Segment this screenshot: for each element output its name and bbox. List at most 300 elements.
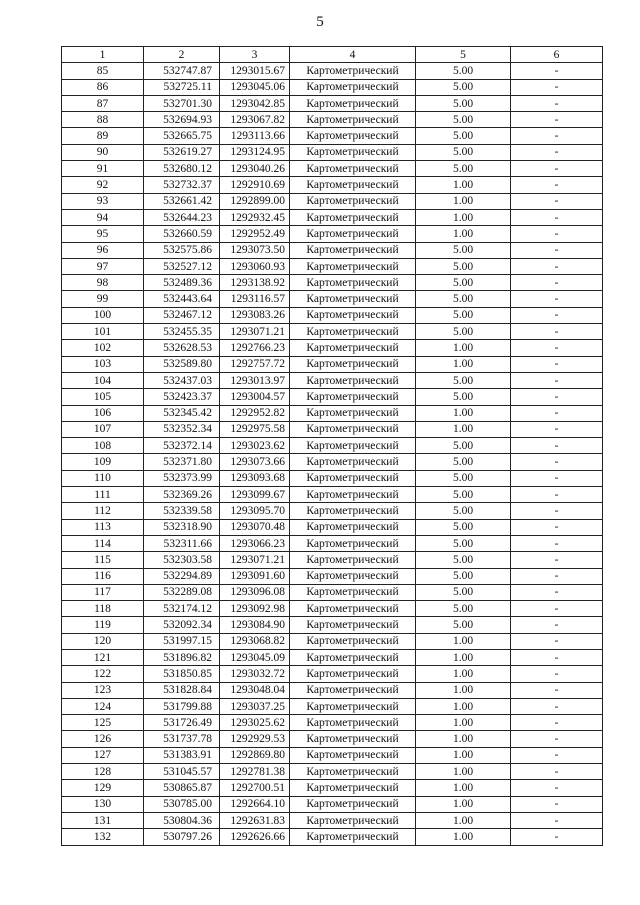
table-row bbox=[62, 747, 603, 763]
method-cell: Картометрический bbox=[290, 601, 416, 617]
point-number-cell: 91 bbox=[62, 161, 144, 177]
table-row bbox=[62, 356, 603, 372]
description-cell: - bbox=[511, 666, 603, 682]
description-cell: - bbox=[511, 112, 603, 128]
accuracy-cell: 5.00 bbox=[416, 454, 511, 470]
column-header-5: 5 bbox=[416, 47, 511, 63]
description-cell: - bbox=[511, 242, 603, 258]
method-cell: Картометрический bbox=[290, 95, 416, 111]
description-cell: - bbox=[511, 226, 603, 242]
table-row bbox=[62, 226, 603, 242]
method-cell: Картометрический bbox=[290, 829, 416, 845]
point-number-cell: 131 bbox=[62, 812, 144, 828]
y-coordinate-cell: 1293067.82 bbox=[220, 112, 290, 128]
point-number-cell: 92 bbox=[62, 177, 144, 193]
y-coordinate-cell: 1292869.80 bbox=[220, 747, 290, 763]
y-coordinate-cell: 1293096.08 bbox=[220, 584, 290, 600]
y-coordinate-cell: 1293084.90 bbox=[220, 617, 290, 633]
x-coordinate-cell: 531737.78 bbox=[144, 731, 220, 747]
point-number-cell: 124 bbox=[62, 698, 144, 714]
accuracy-cell: 5.00 bbox=[416, 307, 511, 323]
description-cell: - bbox=[511, 324, 603, 340]
description-cell: - bbox=[511, 356, 603, 372]
column-header-6: 6 bbox=[511, 47, 603, 63]
x-coordinate-cell: 532489.36 bbox=[144, 275, 220, 291]
description-cell: - bbox=[511, 731, 603, 747]
description-cell: - bbox=[511, 812, 603, 828]
table-row bbox=[62, 291, 603, 307]
description-cell: - bbox=[511, 161, 603, 177]
table-body bbox=[62, 63, 603, 845]
x-coordinate-cell: 532289.08 bbox=[144, 584, 220, 600]
y-coordinate-cell: 1293037.25 bbox=[220, 698, 290, 714]
description-cell: - bbox=[511, 421, 603, 437]
description-cell: - bbox=[511, 682, 603, 698]
method-cell: Картометрический bbox=[290, 470, 416, 486]
description-cell: - bbox=[511, 503, 603, 519]
y-coordinate-cell: 1293032.72 bbox=[220, 666, 290, 682]
table-row bbox=[62, 649, 603, 665]
x-coordinate-cell: 532628.53 bbox=[144, 340, 220, 356]
method-cell: Картометрический bbox=[290, 584, 416, 600]
x-coordinate-cell: 532311.66 bbox=[144, 535, 220, 551]
method-cell: Картометрический bbox=[290, 275, 416, 291]
point-number-cell: 117 bbox=[62, 584, 144, 600]
method-cell: Картометрический bbox=[290, 535, 416, 551]
x-coordinate-cell: 532527.12 bbox=[144, 258, 220, 274]
accuracy-cell: 1.00 bbox=[416, 356, 511, 372]
description-cell: - bbox=[511, 340, 603, 356]
method-cell: Картометрический bbox=[290, 356, 416, 372]
description-cell: - bbox=[511, 601, 603, 617]
x-coordinate-cell: 532680.12 bbox=[144, 161, 220, 177]
x-coordinate-cell: 530865.87 bbox=[144, 780, 220, 796]
x-coordinate-cell: 532665.75 bbox=[144, 128, 220, 144]
table-row bbox=[62, 112, 603, 128]
accuracy-cell: 5.00 bbox=[416, 291, 511, 307]
table-row bbox=[62, 666, 603, 682]
method-cell: Картометрический bbox=[290, 487, 416, 503]
point-number-cell: 96 bbox=[62, 242, 144, 258]
method-cell: Картометрический bbox=[290, 340, 416, 356]
accuracy-cell: 5.00 bbox=[416, 438, 511, 454]
y-coordinate-cell: 1293093.68 bbox=[220, 470, 290, 486]
table-row bbox=[62, 307, 603, 323]
description-cell: - bbox=[511, 193, 603, 209]
description-cell: - bbox=[511, 796, 603, 812]
description-cell: - bbox=[511, 258, 603, 274]
description-cell: - bbox=[511, 291, 603, 307]
table-row bbox=[62, 193, 603, 209]
method-cell: Картометрический bbox=[290, 552, 416, 568]
description-cell: - bbox=[511, 470, 603, 486]
column-header-2: 2 bbox=[144, 47, 220, 63]
table-row bbox=[62, 242, 603, 258]
accuracy-cell: 1.00 bbox=[416, 633, 511, 649]
table-row bbox=[62, 617, 603, 633]
point-number-cell: 109 bbox=[62, 454, 144, 470]
table-row bbox=[62, 487, 603, 503]
point-number-cell: 125 bbox=[62, 715, 144, 731]
description-cell: - bbox=[511, 438, 603, 454]
description-cell: - bbox=[511, 454, 603, 470]
point-number-cell: 104 bbox=[62, 372, 144, 388]
table-row bbox=[62, 128, 603, 144]
method-cell: Картометрический bbox=[290, 209, 416, 225]
y-coordinate-cell: 1293071.21 bbox=[220, 324, 290, 340]
y-coordinate-cell: 1293004.57 bbox=[220, 389, 290, 405]
point-number-cell: 110 bbox=[62, 470, 144, 486]
x-coordinate-cell: 532369.26 bbox=[144, 487, 220, 503]
accuracy-cell: 1.00 bbox=[416, 796, 511, 812]
description-cell: - bbox=[511, 63, 603, 79]
table-row bbox=[62, 519, 603, 535]
accuracy-cell: 5.00 bbox=[416, 519, 511, 535]
table-row bbox=[62, 275, 603, 291]
table-row bbox=[62, 470, 603, 486]
column-header-1: 1 bbox=[62, 47, 144, 63]
y-coordinate-cell: 1293040.26 bbox=[220, 161, 290, 177]
method-cell: Картометрический bbox=[290, 258, 416, 274]
y-coordinate-cell: 1293071.21 bbox=[220, 552, 290, 568]
accuracy-cell: 5.00 bbox=[416, 470, 511, 486]
point-number-cell: 105 bbox=[62, 389, 144, 405]
accuracy-cell: 1.00 bbox=[416, 193, 511, 209]
accuracy-cell: 1.00 bbox=[416, 747, 511, 763]
accuracy-cell: 1.00 bbox=[416, 731, 511, 747]
coordinates-table bbox=[61, 46, 603, 846]
x-coordinate-cell: 532303.58 bbox=[144, 552, 220, 568]
x-coordinate-cell: 532644.23 bbox=[144, 209, 220, 225]
point-number-cell: 120 bbox=[62, 633, 144, 649]
point-number-cell: 95 bbox=[62, 226, 144, 242]
x-coordinate-cell: 531799.88 bbox=[144, 698, 220, 714]
accuracy-cell: 5.00 bbox=[416, 112, 511, 128]
y-coordinate-cell: 1293070.48 bbox=[220, 519, 290, 535]
method-cell: Картометрический bbox=[290, 405, 416, 421]
accuracy-cell: 1.00 bbox=[416, 177, 511, 193]
x-coordinate-cell: 532174.12 bbox=[144, 601, 220, 617]
y-coordinate-cell: 1293095.70 bbox=[220, 503, 290, 519]
method-cell: Картометрический bbox=[290, 161, 416, 177]
x-coordinate-cell: 532732.37 bbox=[144, 177, 220, 193]
x-coordinate-cell: 532661.42 bbox=[144, 193, 220, 209]
point-number-cell: 108 bbox=[62, 438, 144, 454]
point-number-cell: 99 bbox=[62, 291, 144, 307]
method-cell: Картометрический bbox=[290, 503, 416, 519]
y-coordinate-cell: 1292631.83 bbox=[220, 812, 290, 828]
accuracy-cell: 1.00 bbox=[416, 829, 511, 845]
method-cell: Картометрический bbox=[290, 747, 416, 763]
description-cell: - bbox=[511, 698, 603, 714]
accuracy-cell: 1.00 bbox=[416, 698, 511, 714]
method-cell: Картометрический bbox=[290, 307, 416, 323]
table-row bbox=[62, 584, 603, 600]
description-cell: - bbox=[511, 389, 603, 405]
point-number-cell: 85 bbox=[62, 63, 144, 79]
x-coordinate-cell: 532339.58 bbox=[144, 503, 220, 519]
x-coordinate-cell: 530797.26 bbox=[144, 829, 220, 845]
y-coordinate-cell: 1292952.82 bbox=[220, 405, 290, 421]
y-coordinate-cell: 1292952.49 bbox=[220, 226, 290, 242]
description-cell: - bbox=[511, 487, 603, 503]
accuracy-cell: 1.00 bbox=[416, 666, 511, 682]
table-row bbox=[62, 780, 603, 796]
x-coordinate-cell: 531997.15 bbox=[144, 633, 220, 649]
description-cell: - bbox=[511, 519, 603, 535]
table-row bbox=[62, 372, 603, 388]
y-coordinate-cell: 1292975.58 bbox=[220, 421, 290, 437]
method-cell: Картометрический bbox=[290, 698, 416, 714]
accuracy-cell: 5.00 bbox=[416, 144, 511, 160]
table-row bbox=[62, 715, 603, 731]
table-row bbox=[62, 389, 603, 405]
x-coordinate-cell: 532467.12 bbox=[144, 307, 220, 323]
y-coordinate-cell: 1293042.85 bbox=[220, 95, 290, 111]
x-coordinate-cell: 532575.86 bbox=[144, 242, 220, 258]
accuracy-cell: 5.00 bbox=[416, 535, 511, 551]
table-row bbox=[62, 812, 603, 828]
point-number-cell: 97 bbox=[62, 258, 144, 274]
accuracy-cell: 1.00 bbox=[416, 340, 511, 356]
y-coordinate-cell: 1293045.06 bbox=[220, 79, 290, 95]
table-header bbox=[62, 47, 603, 63]
y-coordinate-cell: 1293138.92 bbox=[220, 275, 290, 291]
accuracy-cell: 5.00 bbox=[416, 487, 511, 503]
table-row bbox=[62, 454, 603, 470]
table-row bbox=[62, 503, 603, 519]
accuracy-cell: 5.00 bbox=[416, 63, 511, 79]
x-coordinate-cell: 532660.59 bbox=[144, 226, 220, 242]
y-coordinate-cell: 1293048.04 bbox=[220, 682, 290, 698]
description-cell: - bbox=[511, 568, 603, 584]
table-row bbox=[62, 421, 603, 437]
accuracy-cell: 1.00 bbox=[416, 209, 511, 225]
point-number-cell: 127 bbox=[62, 747, 144, 763]
y-coordinate-cell: 1293092.98 bbox=[220, 601, 290, 617]
accuracy-cell: 5.00 bbox=[416, 503, 511, 519]
description-cell: - bbox=[511, 649, 603, 665]
point-number-cell: 106 bbox=[62, 405, 144, 421]
accuracy-cell: 5.00 bbox=[416, 275, 511, 291]
accuracy-cell: 5.00 bbox=[416, 324, 511, 340]
description-cell: - bbox=[511, 764, 603, 780]
point-number-cell: 130 bbox=[62, 796, 144, 812]
accuracy-cell: 5.00 bbox=[416, 95, 511, 111]
point-number-cell: 94 bbox=[62, 209, 144, 225]
description-cell: - bbox=[511, 307, 603, 323]
accuracy-cell: 5.00 bbox=[416, 617, 511, 633]
x-coordinate-cell: 532372.14 bbox=[144, 438, 220, 454]
description-cell: - bbox=[511, 829, 603, 845]
accuracy-cell: 5.00 bbox=[416, 258, 511, 274]
description-cell: - bbox=[511, 715, 603, 731]
method-cell: Картометрический bbox=[290, 144, 416, 160]
y-coordinate-cell: 1293060.93 bbox=[220, 258, 290, 274]
accuracy-cell: 1.00 bbox=[416, 812, 511, 828]
y-coordinate-cell: 1293015.67 bbox=[220, 63, 290, 79]
header-row bbox=[62, 47, 603, 63]
point-number-cell: 101 bbox=[62, 324, 144, 340]
y-coordinate-cell: 1293068.82 bbox=[220, 633, 290, 649]
y-coordinate-cell: 1293025.62 bbox=[220, 715, 290, 731]
description-cell: - bbox=[511, 584, 603, 600]
point-number-cell: 122 bbox=[62, 666, 144, 682]
accuracy-cell: 5.00 bbox=[416, 389, 511, 405]
method-cell: Картометрический bbox=[290, 324, 416, 340]
accuracy-cell: 5.00 bbox=[416, 242, 511, 258]
point-number-cell: 129 bbox=[62, 780, 144, 796]
point-number-cell: 100 bbox=[62, 307, 144, 323]
table-row bbox=[62, 682, 603, 698]
y-coordinate-cell: 1293099.67 bbox=[220, 487, 290, 503]
y-coordinate-cell: 1293083.26 bbox=[220, 307, 290, 323]
x-coordinate-cell: 531828.84 bbox=[144, 682, 220, 698]
y-coordinate-cell: 1293013.97 bbox=[220, 372, 290, 388]
point-number-cell: 123 bbox=[62, 682, 144, 698]
table-row bbox=[62, 161, 603, 177]
point-number-cell: 102 bbox=[62, 340, 144, 356]
y-coordinate-cell: 1293116.57 bbox=[220, 291, 290, 307]
table-row bbox=[62, 324, 603, 340]
method-cell: Картометрический bbox=[290, 715, 416, 731]
method-cell: Картометрический bbox=[290, 193, 416, 209]
table-row bbox=[62, 340, 603, 356]
y-coordinate-cell: 1293073.50 bbox=[220, 242, 290, 258]
point-number-cell: 103 bbox=[62, 356, 144, 372]
y-coordinate-cell: 1293073.66 bbox=[220, 454, 290, 470]
method-cell: Картометрический bbox=[290, 177, 416, 193]
y-coordinate-cell: 1293045.09 bbox=[220, 649, 290, 665]
x-coordinate-cell: 530804.36 bbox=[144, 812, 220, 828]
accuracy-cell: 5.00 bbox=[416, 128, 511, 144]
point-number-cell: 113 bbox=[62, 519, 144, 535]
table-row bbox=[62, 568, 603, 584]
method-cell: Картометрический bbox=[290, 438, 416, 454]
accuracy-cell: 5.00 bbox=[416, 79, 511, 95]
point-number-cell: 86 bbox=[62, 79, 144, 95]
point-number-cell: 116 bbox=[62, 568, 144, 584]
description-cell: - bbox=[511, 209, 603, 225]
table-row bbox=[62, 95, 603, 111]
x-coordinate-cell: 532589.80 bbox=[144, 356, 220, 372]
point-number-cell: 132 bbox=[62, 829, 144, 845]
table-row bbox=[62, 258, 603, 274]
method-cell: Картометрический bbox=[290, 780, 416, 796]
x-coordinate-cell: 532373.99 bbox=[144, 470, 220, 486]
point-number-cell: 93 bbox=[62, 193, 144, 209]
table-row bbox=[62, 552, 603, 568]
accuracy-cell: 5.00 bbox=[416, 584, 511, 600]
point-number-cell: 118 bbox=[62, 601, 144, 617]
x-coordinate-cell: 530785.00 bbox=[144, 796, 220, 812]
x-coordinate-cell: 532747.87 bbox=[144, 63, 220, 79]
x-coordinate-cell: 532092.34 bbox=[144, 617, 220, 633]
table-row bbox=[62, 633, 603, 649]
point-number-cell: 112 bbox=[62, 503, 144, 519]
x-coordinate-cell: 531045.57 bbox=[144, 764, 220, 780]
method-cell: Картометрический bbox=[290, 568, 416, 584]
method-cell: Картометрический bbox=[290, 421, 416, 437]
description-cell: - bbox=[511, 617, 603, 633]
point-number-cell: 115 bbox=[62, 552, 144, 568]
description-cell: - bbox=[511, 144, 603, 160]
table-row bbox=[62, 438, 603, 454]
y-coordinate-cell: 1293124.95 bbox=[220, 144, 290, 160]
method-cell: Картометрический bbox=[290, 633, 416, 649]
table-row bbox=[62, 405, 603, 421]
method-cell: Картометрический bbox=[290, 79, 416, 95]
x-coordinate-cell: 531383.91 bbox=[144, 747, 220, 763]
y-coordinate-cell: 1292932.45 bbox=[220, 209, 290, 225]
x-coordinate-cell: 532443.64 bbox=[144, 291, 220, 307]
description-cell: - bbox=[511, 633, 603, 649]
point-number-cell: 107 bbox=[62, 421, 144, 437]
x-coordinate-cell: 532725.11 bbox=[144, 79, 220, 95]
method-cell: Картометрический bbox=[290, 63, 416, 79]
column-header-3: 3 bbox=[220, 47, 290, 63]
point-number-cell: 87 bbox=[62, 95, 144, 111]
accuracy-cell: 1.00 bbox=[416, 405, 511, 421]
accuracy-cell: 1.00 bbox=[416, 649, 511, 665]
x-coordinate-cell: 532352.34 bbox=[144, 421, 220, 437]
x-coordinate-cell: 532619.27 bbox=[144, 144, 220, 160]
table-row bbox=[62, 829, 603, 845]
y-coordinate-cell: 1292626.66 bbox=[220, 829, 290, 845]
description-cell: - bbox=[511, 747, 603, 763]
description-cell: - bbox=[511, 405, 603, 421]
accuracy-cell: 1.00 bbox=[416, 715, 511, 731]
method-cell: Картометрический bbox=[290, 291, 416, 307]
column-header-4: 4 bbox=[290, 47, 416, 63]
x-coordinate-cell: 532437.03 bbox=[144, 372, 220, 388]
y-coordinate-cell: 1292757.72 bbox=[220, 356, 290, 372]
method-cell: Картометрический bbox=[290, 666, 416, 682]
y-coordinate-cell: 1292664.10 bbox=[220, 796, 290, 812]
table-row bbox=[62, 63, 603, 79]
method-cell: Картометрический bbox=[290, 731, 416, 747]
x-coordinate-cell: 531726.49 bbox=[144, 715, 220, 731]
description-cell: - bbox=[511, 780, 603, 796]
description-cell: - bbox=[511, 372, 603, 388]
method-cell: Картометрический bbox=[290, 812, 416, 828]
x-coordinate-cell: 531896.82 bbox=[144, 649, 220, 665]
page-number: 5 bbox=[316, 14, 324, 30]
point-number-cell: 121 bbox=[62, 649, 144, 665]
table-row bbox=[62, 698, 603, 714]
table-row bbox=[62, 79, 603, 95]
point-number-cell: 90 bbox=[62, 144, 144, 160]
method-cell: Картометрический bbox=[290, 796, 416, 812]
method-cell: Картометрический bbox=[290, 242, 416, 258]
method-cell: Картометрический bbox=[290, 112, 416, 128]
y-coordinate-cell: 1292899.00 bbox=[220, 193, 290, 209]
point-number-cell: 88 bbox=[62, 112, 144, 128]
point-number-cell: 126 bbox=[62, 731, 144, 747]
accuracy-cell: 1.00 bbox=[416, 421, 511, 437]
method-cell: Картометрический bbox=[290, 617, 416, 633]
description-cell: - bbox=[511, 95, 603, 111]
accuracy-cell: 1.00 bbox=[416, 682, 511, 698]
description-cell: - bbox=[511, 535, 603, 551]
y-coordinate-cell: 1293023.62 bbox=[220, 438, 290, 454]
accuracy-cell: 1.00 bbox=[416, 764, 511, 780]
x-coordinate-cell: 532294.89 bbox=[144, 568, 220, 584]
x-coordinate-cell: 532345.42 bbox=[144, 405, 220, 421]
y-coordinate-cell: 1292910.69 bbox=[220, 177, 290, 193]
method-cell: Картометрический bbox=[290, 372, 416, 388]
table-row bbox=[62, 601, 603, 617]
